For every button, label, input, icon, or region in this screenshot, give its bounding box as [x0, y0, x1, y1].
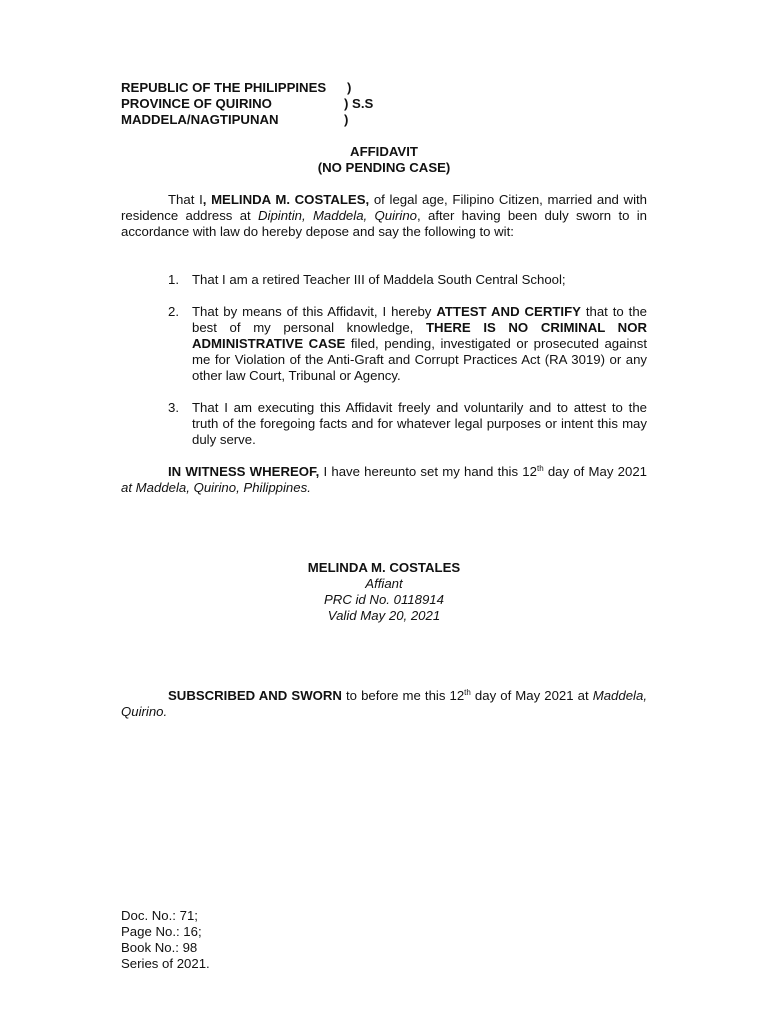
- document-title: AFFIDAVIT: [350, 144, 418, 159]
- prc-id: PRC id No. 0118914: [324, 592, 444, 607]
- list-item-text: That I am a retired Teacher III of Maddela South Central School;: [192, 272, 566, 287]
- signatory-name: MELINDA M. COSTALES: [307, 560, 461, 575]
- jurat-clause: SUBSCRIBED AND SWORN to before me this 12th day of May 2021 at Maddela, Quirino.: [121, 688, 647, 719]
- caption-province: PROVINCE OF QUIRINO: [121, 96, 272, 111]
- case-caption: [121, 80, 421, 128]
- caption-paren: ): [347, 80, 352, 95]
- page-number: Page No.: 16;: [121, 924, 202, 939]
- notarial-register: [121, 908, 210, 972]
- list-item-number: 2.: [168, 304, 179, 319]
- list-item-number: 1.: [168, 272, 179, 287]
- list-item: [121, 400, 647, 448]
- doc-number: Doc. No.: 71;: [121, 908, 198, 923]
- caption-paren: ): [344, 112, 349, 127]
- caption-municipality: MADDELA/NAGTIPUNAN: [121, 112, 279, 127]
- list-item: [121, 304, 647, 384]
- list-item-text: That I am executing this Affidavit freely and voluntarily and to attest to the truth of the foregoing facts and for whatever legal purposes or intent this may duly serve.: [192, 400, 647, 447]
- caption-row-republic: [121, 80, 421, 96]
- affiant-name: , MELINDA M. COSTALES,: [202, 192, 370, 207]
- caption-row-municipality: [121, 112, 421, 128]
- document-subtitle: (NO PENDING CASE): [317, 160, 451, 175]
- caption-row-province: [121, 96, 421, 112]
- signatory-role: Affiant: [365, 576, 403, 591]
- series-year: Series of 2021.: [121, 956, 210, 971]
- intro-paragraph: That I, MELINDA M. COSTALES, of legal age, Filipino Citizen, married and with residence address at Dipintin, Maddela, Quirino, after having been duly sworn to in accordance with law do hereby depose and say the following to wit:: [121, 192, 648, 239]
- residence-address: Dipintin, Maddela, Quirino: [258, 208, 418, 223]
- witness-clause: IN WITNESS WHEREOF, I have hereunto set my hand this 12th day of May 2021 at Maddela, Quirino, Philippines.: [121, 464, 647, 495]
- caption-ss: ) S.S: [344, 96, 374, 111]
- list-item: [121, 272, 647, 288]
- caption-republic: REPUBLIC OF THE PHILIPPINES: [121, 80, 327, 95]
- id-validity: Valid May 20, 2021: [327, 608, 441, 623]
- list-item-number: 3.: [168, 400, 179, 415]
- list-item-text: That by means of this Affidavit, I hereby ATTEST AND CERTIFY that to the best of my personal knowledge, THERE IS NO CRIMINAL NOR ADMINISTRATIVE CASE filed, pending, investigated or prosecuted against me for Violation of the Anti-Graft and Corrupt Practices Act (RA 3019) or any other law Court, Tribunal or Agency.: [192, 304, 647, 383]
- book-number: Book No.: 98: [121, 940, 198, 955]
